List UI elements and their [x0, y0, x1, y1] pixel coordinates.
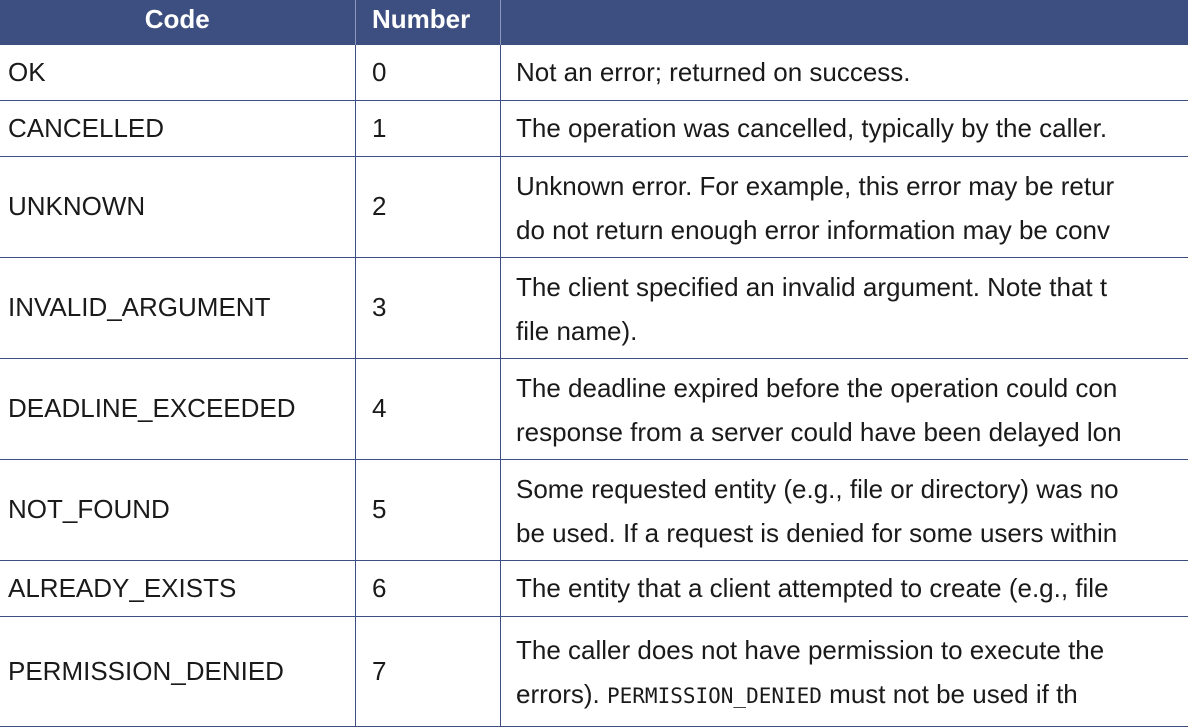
inline-code: PERMISSION_DENIED	[607, 684, 822, 708]
number-cell: 1	[356, 100, 501, 156]
description-line: The operation was cancelled, typically by the caller.	[516, 106, 1188, 150]
table-row	[0, 100, 1188, 156]
code-cell: UNKNOWN	[0, 156, 356, 257]
header-row	[0, 0, 1188, 44]
table-row	[0, 257, 1188, 358]
description-line: file name).	[516, 309, 1188, 353]
description-line: The client specified an invalid argument. Note that t	[516, 265, 1188, 309]
table-row	[0, 560, 1188, 616]
description-line: Unknown error. For example, this error may be retur	[516, 164, 1188, 208]
column-header-code: Code	[0, 0, 356, 44]
code-cell: OK	[0, 44, 356, 100]
description-cell	[501, 560, 1188, 616]
number-cell: 6	[356, 560, 501, 616]
code-cell: NOT_FOUND	[0, 459, 356, 560]
code-cell: DEADLINE_EXCEEDED	[0, 358, 356, 459]
description-cell	[501, 616, 1188, 726]
number-cell: 2	[356, 156, 501, 257]
description-text: must not be used if th	[822, 679, 1078, 709]
description-cell	[501, 100, 1188, 156]
description-line: response from a server could have been delayed lon	[516, 410, 1188, 454]
description-cell	[501, 44, 1188, 100]
table-header	[0, 0, 1188, 44]
table-row	[0, 616, 1188, 726]
number-cell: 4	[356, 358, 501, 459]
description-line	[516, 672, 1188, 716]
description-line: Not an error; returned on success.	[516, 50, 1188, 94]
description-text: errors).	[516, 679, 607, 709]
table-row	[0, 44, 1188, 100]
description-cell	[501, 257, 1188, 358]
description-cell	[501, 459, 1188, 560]
description-line: do not return enough error information may be conv	[516, 208, 1188, 252]
column-header-number: Number	[356, 0, 501, 44]
description-line: The deadline expired before the operation could con	[516, 366, 1188, 410]
description-line: The caller does not have permission to execute the	[516, 628, 1188, 672]
code-cell: INVALID_ARGUMENT	[0, 257, 356, 358]
number-cell: 0	[356, 44, 501, 100]
description-line: The entity that a client attempted to create (e.g., file	[516, 566, 1188, 610]
table-row	[0, 459, 1188, 560]
number-cell: 7	[356, 616, 501, 726]
column-header-description	[501, 0, 1188, 44]
number-cell: 3	[356, 257, 501, 358]
code-cell: ALREADY_EXISTS	[0, 560, 356, 616]
code-cell: CANCELLED	[0, 100, 356, 156]
table-row	[0, 156, 1188, 257]
description-line: Some requested entity (e.g., file or directory) was no	[516, 467, 1188, 511]
number-cell: 5	[356, 459, 501, 560]
table-row	[0, 358, 1188, 459]
description-line: be used. If a request is denied for some users within	[516, 511, 1188, 555]
description-cell	[501, 156, 1188, 257]
code-cell: PERMISSION_DENIED	[0, 616, 356, 726]
description-cell	[501, 358, 1188, 459]
